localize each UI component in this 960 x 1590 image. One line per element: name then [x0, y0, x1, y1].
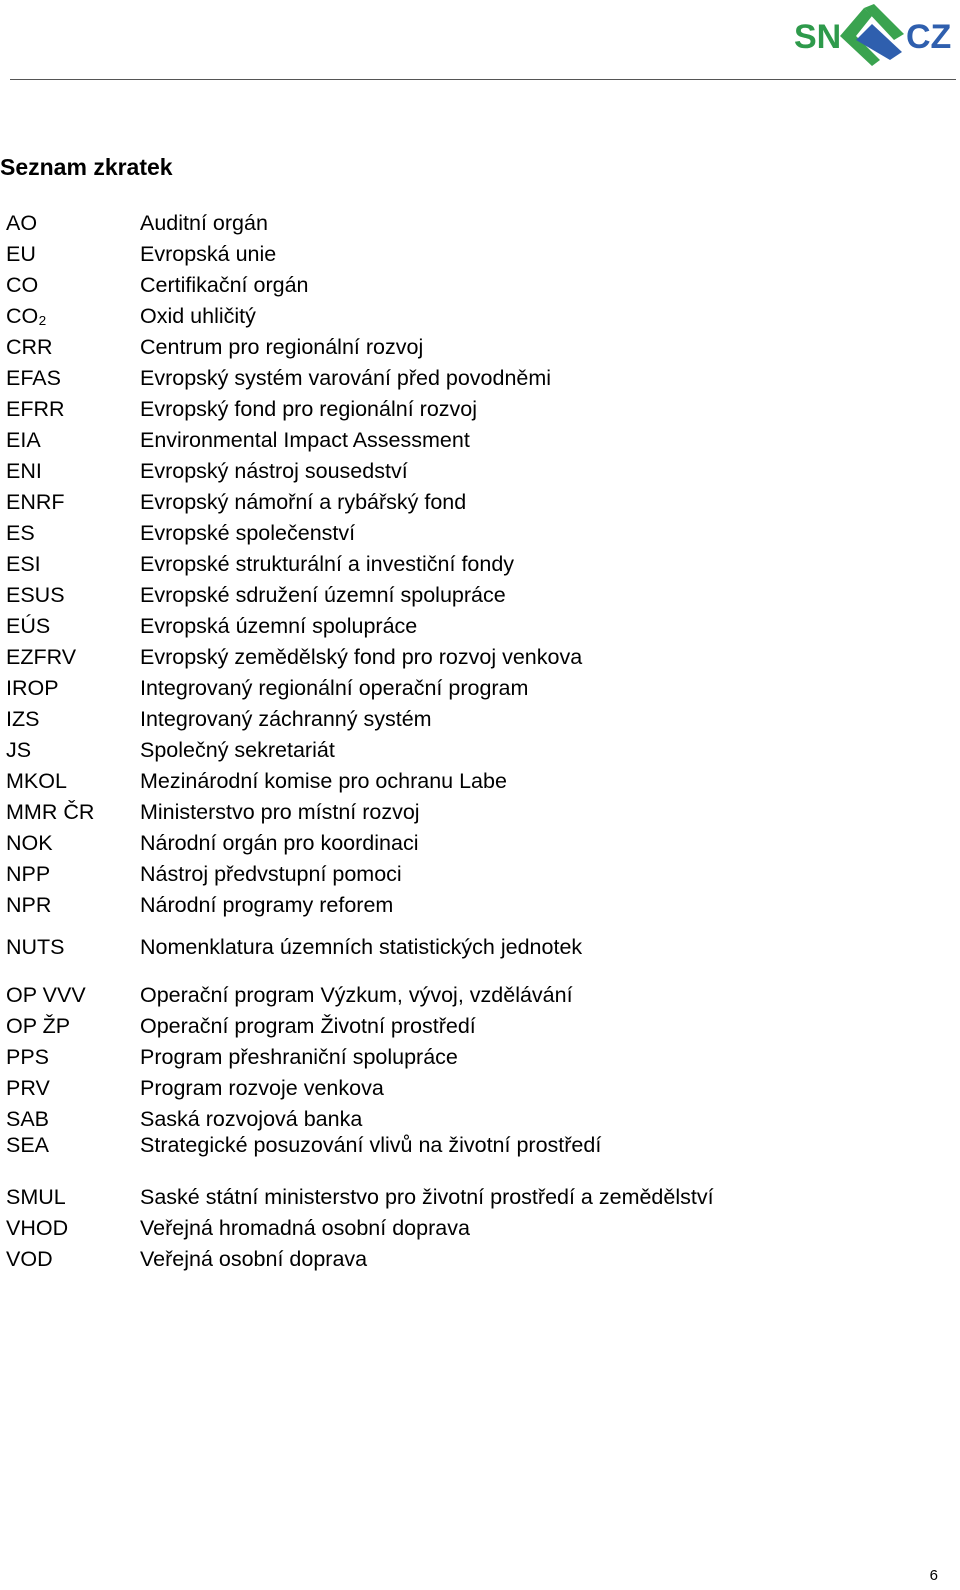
abbreviation: NPR: [6, 893, 52, 917]
abbreviation-row: [6, 208, 936, 239]
abbreviation: NOK: [6, 831, 53, 855]
abbreviation-row: [6, 394, 936, 425]
abbreviation-meaning: Strategické posuzování vlivů na životní prostředí: [140, 1133, 602, 1157]
abbreviation-meaning: Evropský systém varování před povodněmi: [140, 366, 552, 390]
abbreviation-meaning: Nástroj předvstupní pomoci: [140, 862, 402, 886]
abbreviation-meaning: Evropská unie: [140, 242, 277, 266]
page-number: 6: [929, 1567, 938, 1584]
abbreviation-meaning: Operační program Výzkum, vývoj, vzdělávání: [140, 983, 573, 1007]
abbreviation: NPP: [6, 862, 51, 886]
logo-graphic: [794, 0, 954, 70]
abbreviation-row: [6, 456, 936, 487]
abbreviation: ENI: [6, 459, 42, 483]
abbreviation: PPS: [6, 1045, 50, 1069]
abbreviation-meaning: Veřejná osobní doprava: [140, 1247, 368, 1271]
abbreviation-row: [6, 1042, 936, 1073]
abbreviation: EIA: [6, 428, 41, 452]
abbreviation: VHOD: [6, 1216, 69, 1240]
abbreviation-row: [6, 1011, 936, 1042]
abbreviation-meaning: Integrovaný záchranný systém: [140, 707, 432, 731]
abbreviation-meaning: Oxid uhličitý: [140, 304, 256, 328]
abbreviation-row: [6, 611, 936, 642]
abbreviation-meaning: Ministerstvo pro místní rozvoj: [140, 800, 420, 824]
abbreviation: ES: [6, 521, 35, 545]
abbreviation: EFAS: [6, 366, 61, 390]
abbreviation-row: [6, 980, 936, 1011]
abbreviation-row: [6, 797, 936, 828]
abbreviation: EZFRV: [6, 645, 77, 669]
abbreviation-row: [6, 239, 936, 270]
abbreviation: CO: [6, 273, 39, 297]
abbreviation-row: [6, 487, 936, 518]
abbreviation-row: [6, 1244, 936, 1275]
abbreviation: IZS: [6, 707, 40, 731]
abbreviation: EU: [6, 242, 36, 266]
abbreviation-meaning: Program rozvoje venkova: [140, 1076, 384, 1100]
abbreviation-meaning: Evropský fond pro regionální rozvoj: [140, 397, 478, 421]
abbreviation-meaning: Saské státní ministerstvo pro životní prostředí a zemědělství: [140, 1185, 714, 1209]
abbreviation: NUTS: [6, 935, 65, 959]
abbreviation-row: [6, 766, 936, 797]
abbreviation: ESI: [6, 552, 41, 576]
abbreviation-meaning: Centrum pro regionální rozvoj: [140, 335, 424, 359]
abbreviation-row: [6, 932, 936, 963]
abbreviation-row: [6, 301, 936, 332]
abbreviation-meaning: Evropské společenství: [140, 521, 356, 545]
abbreviation-row: [6, 1213, 936, 1244]
abbreviation: OP VVV: [6, 983, 86, 1007]
abbreviation-meaning: Operační program Životní prostředí: [140, 1014, 476, 1038]
abbreviation-row: [6, 673, 936, 704]
section-title: Seznam zkratek: [0, 154, 173, 180]
abbreviation: IROP: [6, 676, 59, 700]
abbreviation-row: [6, 890, 936, 921]
abbreviation: CO₂: [6, 304, 47, 328]
abbreviation: CRR: [6, 335, 53, 359]
abbreviation: ENRF: [6, 490, 65, 514]
abbreviation-meaning: Nomenklatura územních statistických jednotek: [140, 935, 583, 959]
abbreviation: AO: [6, 211, 38, 235]
abbreviation: MMR ČR: [6, 800, 95, 824]
abbreviation-meaning: Program přeshraniční spolupráce: [140, 1045, 458, 1069]
abbreviation-row: [6, 735, 936, 766]
abbreviation-row: [6, 270, 936, 301]
abbreviation: ESUS: [6, 583, 65, 607]
abbreviation: PRV: [6, 1076, 50, 1100]
abbreviation-meaning: Saská rozvojová banka: [140, 1107, 363, 1131]
abbreviation-row: [6, 859, 936, 890]
header-divider: [10, 79, 956, 80]
abbreviation-row: [6, 1130, 936, 1161]
abbreviation-meaning: Evropský zemědělský fond pro rozvoj venkova: [140, 645, 583, 669]
abbreviation-row: [6, 828, 936, 859]
abbreviation-meaning: Evropská územní spolupráce: [140, 614, 418, 638]
abbreviation: EFRR: [6, 397, 65, 421]
abbreviation-meaning: Společný sekretariát: [140, 738, 335, 762]
abbreviation: EÚS: [6, 614, 51, 638]
abbreviation-meaning: Mezinárodní komise pro ochranu Labe: [140, 769, 507, 793]
abbreviation-row: [6, 580, 936, 611]
abbreviation-row: [6, 363, 936, 394]
abbreviation-meaning: Evropský nástroj sousedství: [140, 459, 408, 483]
abbreviation-row: [6, 549, 936, 580]
abbreviation-row: [6, 332, 936, 363]
abbreviation: SEA: [6, 1133, 50, 1157]
abbreviation-row: [6, 425, 936, 456]
abbreviation: VOD: [6, 1247, 53, 1271]
abbreviation-row: [6, 1182, 936, 1213]
logo-text-sn: SN: [794, 18, 842, 56]
abbreviation: MKOL: [6, 769, 67, 793]
abbreviation-row: [6, 704, 936, 735]
sn-cz-logo: [794, 0, 954, 70]
abbreviation: SAB: [6, 1107, 50, 1131]
abbreviation-row: [6, 518, 936, 549]
abbreviation-meaning: Evropské strukturální a investiční fondy: [140, 552, 515, 576]
abbreviation-meaning: Auditní orgán: [140, 211, 268, 235]
abbreviation: SMUL: [6, 1185, 66, 1209]
abbreviation: OP ŽP: [6, 1014, 71, 1038]
logo-text-cz: CZ: [906, 18, 952, 56]
abbreviation-meaning: Evropský námořní a rybářský fond: [140, 490, 467, 514]
abbreviation-meaning: Certifikační orgán: [140, 273, 309, 297]
abbreviation-meaning: Národní orgán pro koordinaci: [140, 831, 419, 855]
abbreviation-meaning: Integrovaný regionální operační program: [140, 676, 529, 700]
abbreviation-meaning: Veřejná hromadná osobní doprava: [140, 1216, 470, 1240]
abbreviation-meaning: Evropské sdružení územní spolupráce: [140, 583, 506, 607]
abbreviation-row: [6, 642, 936, 673]
abbreviation-list: [6, 208, 936, 1275]
abbreviation-row: [6, 1073, 936, 1104]
abbreviation-meaning: Národní programy reforem: [140, 893, 394, 917]
abbreviation-meaning: Environmental Impact Assessment: [140, 428, 470, 452]
abbreviation: JS: [6, 738, 32, 762]
